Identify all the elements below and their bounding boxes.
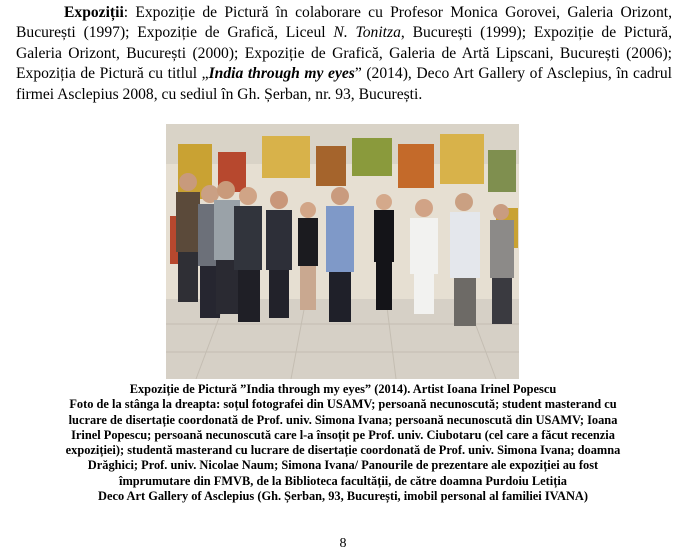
caption-line-1: Expoziție de Pictură ”India through my eyes” (2014). Artist Ioana Irinel Popescu xyxy=(129,382,557,396)
exhibitions-text-part1: : Expoziție de Pictură în colaborare cu Profesor Monica Gorovei, Galeria Orizont, București (1997); Expoziție de Grafică, Liceul xyxy=(16,4,672,42)
caption-line-2: Foto de la stânga la dreapta: soțul fotografei din USAMV; persoană necunoscută; student masterand cu xyxy=(69,397,617,412)
exhibition-title: India through my eyes xyxy=(208,65,355,83)
exhibition-group-photo xyxy=(166,124,519,379)
caption-line-5: expoziției); studentă masterand cu lucrare de disertație coordonată de Prof. univ. Simona Ivana; doamna xyxy=(65,443,621,458)
school-name: N. Tonitza xyxy=(333,24,401,42)
photo-caption xyxy=(12,382,674,504)
group-photo-illustration xyxy=(166,124,519,379)
caption-line-3: lucrare de disertație coordonată de Prof. univ. Simona Ivana; persoană necunoscută din USAMV; Ioana xyxy=(68,412,618,427)
page-number: 8 xyxy=(339,536,347,551)
caption-line-4: Irinel Popescu; persoană necunoscută care l-a însoțit pe Prof. univ. Ciubotaru (cel care a făcut recenzia xyxy=(71,427,615,442)
people-in-photo xyxy=(176,173,514,326)
exhibitions-paragraph xyxy=(16,3,672,105)
exhibitions-text-part3: ” (2014), Deco Art Gallery of Asclepius, în cadrul firmei Asclepius 2008, cu sediul în Gh. Șerban, nr. 93, București. xyxy=(16,65,672,103)
exhibitions-label: Expoziții xyxy=(64,4,124,21)
caption-line-8: Deco Art Gallery of Asclepius (Gh. Șerban, 93, București, imobil personal al familiei IVANA) xyxy=(98,489,588,504)
caption-line-7: împrumutare din FMVB, de la Biblioteca facultății, de către doamna Purdoiu Letiția xyxy=(119,473,567,488)
exhibitions-text-part2: , București (1999); Expoziție de Pictură, Galeria Orizont, București (2000); Expoziție de Grafică, Galeria de Artă Lipscani, București (2006); Expoziția de Pictură cu titlul „ xyxy=(16,24,672,83)
caption-line-6: Drăghici; Prof. univ. Nicolae Naum; Simona Ivana/ Panourile de prezentare ale expoziției au fost xyxy=(87,458,599,473)
